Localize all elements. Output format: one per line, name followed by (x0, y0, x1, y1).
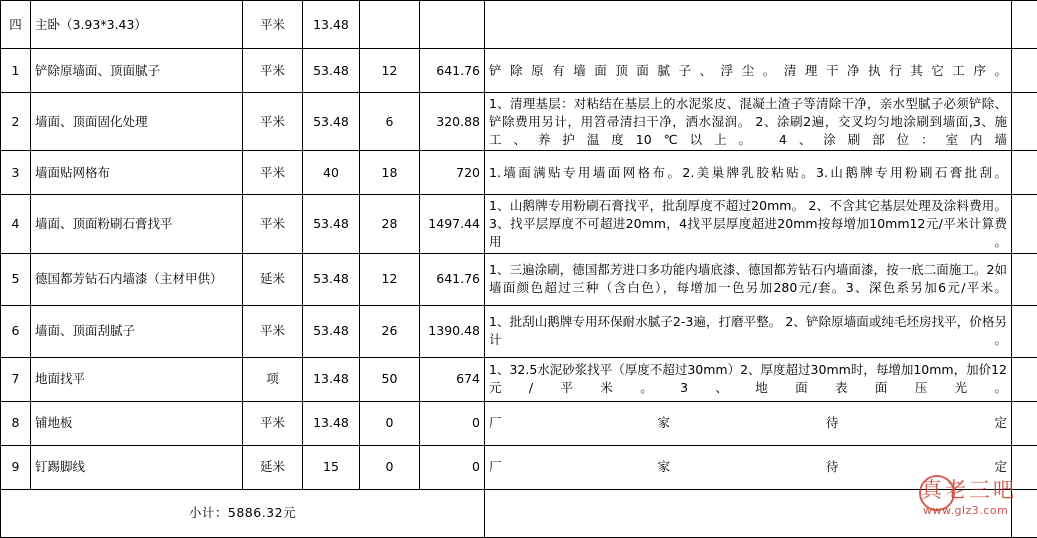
row-total: 1390.48 (420, 305, 485, 357)
row-qty: 6 (360, 93, 420, 151)
table-row (1, 93, 1037, 151)
table-summary-row (1, 489, 1037, 537)
row-qty: 26 (360, 305, 420, 357)
section-price: 13.48 (303, 1, 360, 49)
row-total: 1497.44 (420, 195, 485, 253)
row-tail-cell (1012, 195, 1037, 253)
row-unit: 平米 (243, 49, 303, 93)
row-total: 720 (420, 151, 485, 195)
table-section-header-row (1, 1, 1037, 49)
row-note: 1.墙面满贴专用墙面网格布。2.美巢牌乳胶粘贴。3.山鹅牌专用粉刷石膏批刮。 (485, 151, 1012, 195)
row-tail-cell (1012, 401, 1037, 445)
row-price: 53.48 (303, 305, 360, 357)
row-note: 1、32.5水泥砂浆找平（厚度不超过30mm）2、厚度超过30mm时，每增加10mm，加价12元/平米。3、地面表面压光。 (485, 357, 1012, 401)
row-item-name: 墙面贴网格布 (31, 151, 243, 195)
watermark-brand: 真老三吧 (921, 474, 1017, 504)
row-price: 13.48 (303, 357, 360, 401)
table-row (1, 401, 1037, 445)
table-row (1, 49, 1037, 93)
row-qty: 50 (360, 357, 420, 401)
section-name: 主卧（3.93*3.43） (31, 1, 243, 49)
row-price: 53.48 (303, 195, 360, 253)
row-item-name: 墙面、顶面固化处理 (31, 93, 243, 151)
row-total: 0 (420, 445, 485, 489)
row-price: 53.48 (303, 49, 360, 93)
row-index: 8 (1, 401, 31, 445)
row-index: 2 (1, 93, 31, 151)
row-index: 1 (1, 49, 31, 93)
subtotal-label: 小计：5886.32元 (1, 489, 485, 537)
row-price: 53.48 (303, 93, 360, 151)
section-note (485, 1, 1012, 49)
row-qty: 0 (360, 401, 420, 445)
row-note: 铲除原有墙面顶面腻子、浮尘。清理干净执行其它工序。 (485, 49, 1012, 93)
row-index: 5 (1, 253, 31, 305)
row-unit: 延米 (243, 253, 303, 305)
row-tail-cell (1012, 445, 1037, 489)
section-qty (360, 1, 420, 49)
row-item-name: 铺地板 (31, 401, 243, 445)
row-qty: 28 (360, 195, 420, 253)
row-unit: 平米 (243, 195, 303, 253)
section-index: 四 (1, 1, 31, 49)
row-tail-cell (1012, 93, 1037, 151)
row-tail-cell (1012, 253, 1037, 305)
row-price: 13.48 (303, 401, 360, 445)
row-tail-cell (1012, 305, 1037, 357)
row-unit: 平米 (243, 93, 303, 151)
row-tail-cell (1012, 357, 1037, 401)
row-note: 1、清理基层：对粘结在基层上的水泥浆皮、混凝土渣子等清除干净，亲水型腻子必须铲除、铲除费用另计，用笤帚清扫干净，洒水湿润。 2、涂刷2遍，交叉均匀地涂刷到墙面,3、施工、养护温度10℃以上。 4、涂刷部位：室内墙 (485, 93, 1012, 151)
watermark-site: www.glz3.com (923, 504, 1008, 517)
table-row (1, 151, 1037, 195)
row-tail-cell (1012, 489, 1037, 537)
section-unit: 平米 (243, 1, 303, 49)
table-row (1, 445, 1037, 489)
row-index: 9 (1, 445, 31, 489)
table-row (1, 357, 1037, 401)
row-item-name: 地面找平 (31, 357, 243, 401)
row-unit: 平米 (243, 401, 303, 445)
row-index: 6 (1, 305, 31, 357)
row-note: 厂家待定 (485, 401, 1012, 445)
row-note: 1、批刮山鹅牌专用环保耐水腻子2-3遍，打磨平整。 2、铲除原墙面或纯毛坯房找平，价格另计。 (485, 305, 1012, 357)
row-index: 7 (1, 357, 31, 401)
row-tail-cell (1012, 1, 1037, 49)
row-total: 0 (420, 401, 485, 445)
row-item-name: 墙面、顶面粉刷石膏找平 (31, 195, 243, 253)
row-price: 40 (303, 151, 360, 195)
row-total: 320.88 (420, 93, 485, 151)
row-note: 1、三遍涂刷，德国都芳进口多功能内墙底漆、德国都芳钻石内墙面漆，按一底二面施工。2如墙面颜色超过三种（含白色），每增加一色另加280元/套。3、深色系另加6元/平米。 (485, 253, 1012, 305)
row-note: 厂家待定 (485, 445, 1012, 489)
row-item-name: 钉踢脚线 (31, 445, 243, 489)
row-index: 4 (1, 195, 31, 253)
row-unit: 延米 (243, 445, 303, 489)
row-item-name: 德国都芳钻石内墙漆（主材甲供） (31, 253, 243, 305)
row-note: 1、山鹅牌专用粉刷石膏找平，批刮厚度不超过20mm。 2、不含其它基层处理及涂料费用。3、找平层厚度不可超进20mm，4找平层厚度超进20mm按每增加10mm12元/平米计算费用。 (485, 195, 1012, 253)
row-price: 15 (303, 445, 360, 489)
section-total (420, 1, 485, 49)
row-index: 3 (1, 151, 31, 195)
row-qty: 12 (360, 253, 420, 305)
row-item-name: 墙面、顶面刮腻子 (31, 305, 243, 357)
row-unit: 平米 (243, 151, 303, 195)
row-tail-cell (1012, 151, 1037, 195)
table-row (1, 305, 1037, 357)
subtotal-note-cell (485, 489, 1012, 537)
row-total: 641.76 (420, 253, 485, 305)
table-row (1, 253, 1037, 305)
table-row (1, 195, 1037, 253)
row-item-name: 铲除原墙面、顶面腻子 (31, 49, 243, 93)
row-qty: 18 (360, 151, 420, 195)
row-tail-cell (1012, 49, 1037, 93)
row-unit: 项 (243, 357, 303, 401)
row-total: 641.76 (420, 49, 485, 93)
row-unit: 平米 (243, 305, 303, 357)
row-total: 674 (420, 357, 485, 401)
row-price: 53.48 (303, 253, 360, 305)
row-qty: 0 (360, 445, 420, 489)
row-qty: 12 (360, 49, 420, 93)
